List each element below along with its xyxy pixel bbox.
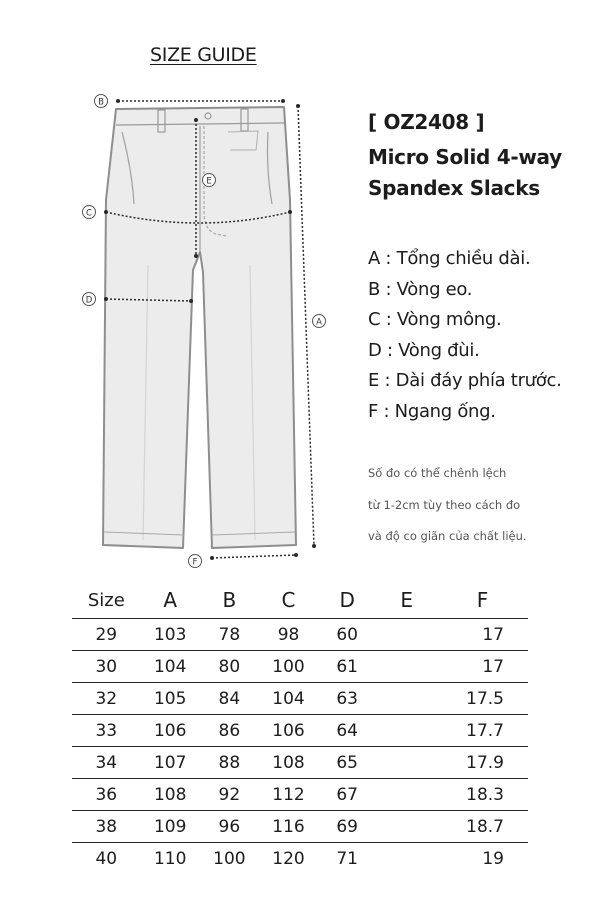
measure-line-a bbox=[298, 106, 314, 546]
table-cell: 108 bbox=[141, 779, 200, 811]
table-cell: 84 bbox=[200, 683, 259, 715]
table-cell: 64 bbox=[318, 715, 376, 747]
marker-f-label: F bbox=[192, 557, 198, 568]
table-row bbox=[72, 651, 528, 683]
table-cell: 67 bbox=[318, 779, 376, 811]
table-cell bbox=[376, 843, 437, 875]
table-cell bbox=[376, 811, 437, 843]
table-cell: 98 bbox=[259, 619, 318, 651]
table-cell: 71 bbox=[336, 848, 358, 869]
marker-c-label: C bbox=[86, 208, 92, 219]
table-cell: 104 bbox=[259, 683, 318, 715]
column-header-c: C bbox=[259, 582, 318, 619]
column-header-b: B bbox=[200, 582, 259, 619]
table-cell: 106 bbox=[259, 715, 318, 747]
table-cell: 34 bbox=[72, 747, 141, 779]
table-cell: 65 bbox=[318, 747, 376, 779]
table-cell: 29 bbox=[72, 619, 141, 651]
marker-b-label: B bbox=[98, 97, 104, 108]
measurement-note bbox=[368, 458, 593, 553]
table-cell: 120 bbox=[272, 848, 305, 869]
column-header-size: Size bbox=[72, 582, 141, 619]
measurement-legend bbox=[368, 244, 562, 428]
table-cell: 18.7 bbox=[437, 811, 528, 843]
table-cell: 105 bbox=[141, 683, 200, 715]
table-cell: 17.5 bbox=[437, 683, 528, 715]
table-cell: 96 bbox=[200, 811, 259, 843]
note-line: và độ co giãn của chất liệu. bbox=[368, 529, 527, 543]
pants-diagram bbox=[0, 0, 360, 580]
column-header-a: A bbox=[141, 582, 200, 619]
marker-d-label: D bbox=[85, 295, 93, 306]
table-cell: 116 bbox=[259, 811, 318, 843]
column-header-d: D bbox=[318, 582, 376, 619]
table-cell: 60 bbox=[318, 619, 376, 651]
table-cell: 17.9 bbox=[437, 747, 528, 779]
table-row bbox=[72, 843, 528, 875]
table-cell: 104 bbox=[141, 651, 200, 683]
table-cell: 17 bbox=[437, 651, 528, 683]
column-header-f: F bbox=[437, 582, 528, 619]
table-cell: 112 bbox=[259, 779, 318, 811]
size-table bbox=[72, 582, 528, 874]
table-cell: 100 bbox=[259, 651, 318, 683]
table-cell: 30 bbox=[72, 651, 141, 683]
legend-item: D : Vòng đùi. bbox=[368, 339, 480, 361]
table-row bbox=[72, 779, 528, 811]
table-cell: 80 bbox=[200, 651, 259, 683]
table-cell: 108 bbox=[259, 747, 318, 779]
table-cell bbox=[376, 651, 437, 683]
table-cell: 17 bbox=[437, 619, 528, 651]
table-cell: 86 bbox=[200, 715, 259, 747]
table-cell bbox=[376, 619, 437, 651]
table-cell: 110 bbox=[153, 848, 187, 869]
product-code: [ OZ2408 ] bbox=[368, 110, 485, 134]
size-guide-title: SIZE GUIDE bbox=[150, 44, 257, 66]
table-cell: 40 bbox=[95, 848, 118, 869]
measure-line-f bbox=[212, 555, 296, 558]
column-header-e: E bbox=[376, 582, 437, 619]
table-row bbox=[72, 619, 528, 651]
table-cell: 19 bbox=[482, 848, 504, 869]
table-cell: 63 bbox=[318, 683, 376, 715]
table-cell: 106 bbox=[141, 715, 200, 747]
table-cell: 33 bbox=[72, 715, 141, 747]
table-cell: 109 bbox=[141, 811, 200, 843]
marker-a-label: A bbox=[316, 317, 322, 328]
legend-item: A : Tổng chiều dài. bbox=[368, 248, 531, 269]
table-cell: 61 bbox=[318, 651, 376, 683]
table-cell: 18.3 bbox=[437, 779, 528, 811]
note-line: Số đo có thể chênh lệch bbox=[368, 466, 507, 480]
legend-item: B : Vòng eo. bbox=[368, 278, 473, 300]
table-row bbox=[72, 715, 528, 747]
product-name: Micro Solid 4-way Spandex Slacks bbox=[368, 145, 562, 200]
legend-item: C : Vòng mông. bbox=[368, 309, 502, 331]
legend-item: F : Ngang ống. bbox=[368, 400, 496, 422]
table-cell bbox=[376, 715, 437, 747]
table-row bbox=[72, 811, 528, 843]
table-cell bbox=[376, 747, 437, 779]
table-header-row bbox=[72, 582, 528, 619]
table-cell: 103 bbox=[141, 619, 200, 651]
table-cell: 78 bbox=[200, 619, 259, 651]
table-row bbox=[72, 683, 528, 715]
table-cell: 36 bbox=[72, 779, 141, 811]
table-cell bbox=[376, 683, 437, 715]
table-row bbox=[72, 747, 528, 779]
table-cell: 100 bbox=[213, 848, 246, 869]
table-cell: 38 bbox=[72, 811, 141, 843]
table-cell: 92 bbox=[200, 779, 259, 811]
table-cell: 107 bbox=[141, 747, 200, 779]
legend-item: E : Dài đáy phía trước. bbox=[368, 370, 562, 392]
table-cell: 69 bbox=[318, 811, 376, 843]
table-cell: 17.7 bbox=[437, 715, 528, 747]
table-cell: 32 bbox=[72, 683, 141, 715]
table-cell bbox=[376, 779, 437, 811]
marker-e-label: E bbox=[206, 176, 212, 187]
table-cell: 88 bbox=[200, 747, 259, 779]
note-line: từ 1-2cm tùy theo cách đo bbox=[368, 497, 521, 512]
